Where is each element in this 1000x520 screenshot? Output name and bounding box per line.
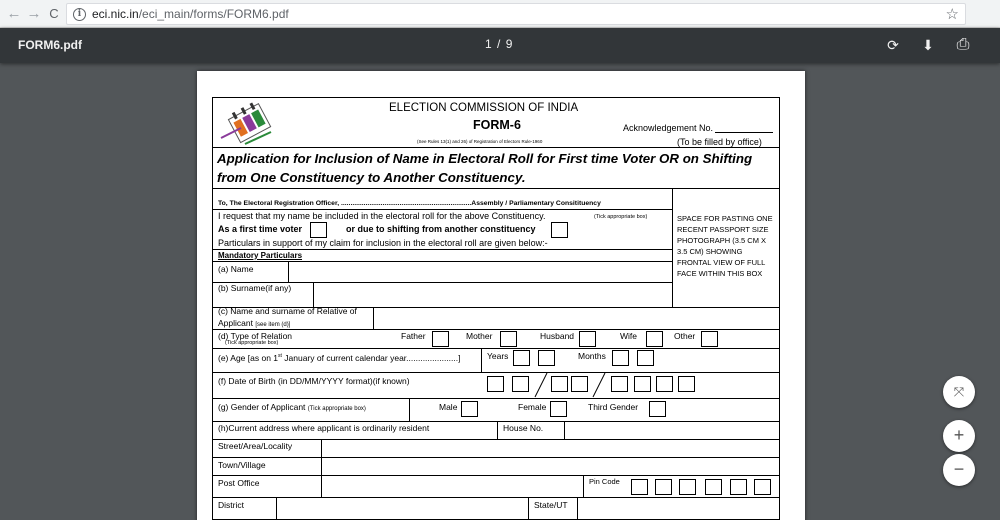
other-checkbox[interactable]: [701, 331, 718, 347]
address-label: (h)Current address where applicant is ordinarily resident: [218, 423, 430, 433]
dob-year-2[interactable]: [634, 376, 651, 392]
first-time-voter-checkbox[interactable]: [310, 222, 327, 238]
url-input[interactable]: [66, 3, 966, 25]
back-arrow-icon[interactable]: ←: [6, 5, 22, 22]
gender-label: [218, 402, 366, 414]
years-digit-2[interactable]: [538, 350, 555, 366]
surname-label: (b) Surname(if any): [218, 283, 292, 293]
to-ero-line: To, The Electoral Registration Officer, .....................................................................Assembly / Parliamentary Consitituency: [218, 200, 601, 207]
rules-ref: (See Rules 13(1) and 26) of Registration of Electors Rule-1960: [417, 139, 543, 144]
see-item-note: [see item (d)]: [255, 322, 291, 328]
pin-digit-2[interactable]: [655, 479, 672, 495]
form-title-line-1: Application for Inclusion of Name in Electoral Roll for First time Voter OR on Shifting: [217, 151, 753, 166]
name-field[interactable]: [289, 262, 672, 281]
relative-applicant-text: Applicant: [218, 318, 253, 328]
dob-separator-1: [534, 372, 548, 398]
zoom-in-icon[interactable]: +: [943, 420, 975, 452]
acknowledgement-label: Acknowledgement No.: [623, 123, 714, 133]
dob-month-2[interactable]: [571, 376, 588, 392]
mother-label: Mother: [466, 331, 493, 341]
photo-text-4: 3.5 CM) SHOWING: [677, 247, 743, 256]
forward-arrow-icon[interactable]: →: [26, 5, 42, 22]
first-time-voter-label: As a first time voter: [218, 224, 303, 234]
third-gender-label: Third Gender: [588, 402, 639, 412]
url-text: [92, 7, 289, 21]
post-office-label: Post Office: [218, 478, 260, 488]
pdf-toolbar: [0, 28, 1000, 63]
org-name: ELECTION COMMISSION OF INDIA: [389, 102, 579, 114]
photo-text-5: FRONTAL VIEW OF FULL: [677, 258, 766, 267]
years-digit-1[interactable]: [513, 350, 530, 366]
father-checkbox[interactable]: [432, 331, 449, 347]
current-page[interactable]: 1: [485, 37, 493, 51]
wife-label: Wife: [620, 331, 637, 341]
dob-day-2[interactable]: [512, 376, 529, 392]
relative-bottom-line: [213, 329, 779, 330]
district-label: District: [218, 500, 244, 510]
page-indicator: [485, 37, 513, 51]
age-field-divider: [481, 348, 482, 372]
header-divider: [213, 147, 779, 148]
bookmark-star-icon[interactable]: ☆: [945, 6, 959, 23]
town-label: Town/Village: [218, 460, 266, 470]
pin-digit-5[interactable]: [730, 479, 747, 495]
male-label: Male: [439, 402, 458, 412]
street-label: Street/Area/Locality: [218, 441, 293, 451]
pin-digit-6[interactable]: [754, 479, 771, 495]
name-label: (a) Name: [218, 264, 254, 274]
fit-to-page-icon[interactable]: ⤧: [943, 376, 975, 408]
relation-bottom-line: [213, 348, 779, 349]
male-checkbox[interactable]: [461, 401, 478, 417]
pin-digit-4[interactable]: [705, 479, 722, 495]
relation-tick-note: (Tick appropriate box): [225, 340, 279, 346]
request-text: I request that my name be included in the electoral roll for the above Constituency.: [218, 211, 546, 221]
form-title-line-2: from One Constituency to Another Constituency.: [217, 170, 526, 185]
photo-text-1: SPACE FOR PASTING ONE: [677, 214, 773, 223]
months-digit-2[interactable]: [637, 350, 654, 366]
photo-column-divider: [672, 188, 673, 308]
state-divider: [528, 497, 529, 519]
post-office-field[interactable]: [322, 476, 582, 497]
female-checkbox[interactable]: [550, 401, 567, 417]
photo-text-2: RECENT PASSPORT SIZE: [677, 225, 769, 234]
eci-logo-icon: [219, 102, 281, 146]
shifting-label: or due to shifting from another constituency: [346, 224, 536, 234]
mother-checkbox[interactable]: [500, 331, 517, 347]
age-superscript: st: [278, 353, 282, 359]
reload-icon[interactable]: C: [49, 6, 59, 21]
url-host: eci.nic.in: [92, 7, 139, 21]
town-field[interactable]: [322, 458, 779, 475]
months-label: Months: [578, 351, 606, 361]
dob-month-1[interactable]: [551, 376, 568, 392]
dob-label: (f) Date of Birth (in DD/MM/YYYY format)(if known): [218, 376, 410, 386]
age-label: [218, 351, 461, 363]
relative-name-field[interactable]: [374, 308, 779, 328]
address-divider-1: [497, 421, 498, 439]
gender-tick-note: (Tick appropriate box): [307, 406, 366, 412]
dob-day-1[interactable]: [487, 376, 504, 392]
total-pages: 9: [505, 37, 514, 51]
particulars-divider: [213, 249, 672, 250]
house-no-label: House No.: [503, 423, 544, 433]
third-gender-checkbox[interactable]: [649, 401, 666, 417]
form-6: [212, 97, 780, 520]
house-no-field[interactable]: [565, 422, 779, 438]
info-icon[interactable]: i: [73, 8, 86, 21]
rotate-icon[interactable]: ⟳: [887, 37, 899, 53]
months-digit-1[interactable]: [612, 350, 629, 366]
relative-name-label: (c) Name and surname of Relative of: [218, 306, 357, 316]
zoom-out-icon[interactable]: −: [943, 454, 975, 486]
photo-text-3: PHOTOGRAPH (3.5 CM X: [677, 236, 767, 245]
pdf-file-name: FORM6.pdf: [18, 38, 82, 52]
father-label: Father: [401, 331, 426, 341]
state-field[interactable]: [578, 498, 779, 518]
dob-year-1[interactable]: [611, 376, 628, 392]
acknowledgement-line: [715, 132, 773, 133]
shifting-checkbox[interactable]: [551, 222, 568, 238]
gender-label-text: (g) Gender of Applicant: [218, 402, 306, 412]
browser-address-bar: [0, 0, 1000, 28]
print-icon[interactable]: ⎙: [956, 36, 970, 53]
particulars-text: Particulars in support of my claim for inclusion in the electoral roll are given below:-: [218, 238, 548, 248]
pin-divider: [583, 475, 584, 497]
download-icon[interactable]: ⬇: [922, 37, 934, 53]
years-label: Years: [487, 351, 509, 361]
state-label: State/UT: [534, 500, 568, 510]
district-field[interactable]: [277, 498, 527, 518]
pin-digit-1[interactable]: [631, 479, 648, 495]
other-label: Other: [674, 331, 696, 341]
dob-year-4[interactable]: [678, 376, 695, 392]
surname-field[interactable]: [314, 283, 672, 307]
url-path: /eci_main/forms/FORM6.pdf: [138, 7, 289, 21]
dob-year-3[interactable]: [656, 376, 673, 392]
to-divider: [213, 209, 672, 210]
relation-type-label: (d) Type of Relation: [218, 331, 293, 341]
office-note: (To be filled by office): [677, 137, 762, 147]
pdf-page: [197, 71, 805, 520]
dob-separator-2: [592, 372, 606, 398]
age-label-text: (e) Age [as on 1: [218, 352, 279, 363]
gender-field-divider: [409, 398, 410, 421]
form-number: FORM-6: [473, 118, 521, 132]
request-tick-note: (Tick appropriate box): [594, 214, 648, 220]
mandatory-particulars-heading: Mandatory Particulars: [218, 251, 303, 260]
street-field[interactable]: [322, 440, 779, 457]
pin-digit-3[interactable]: [679, 479, 696, 495]
page-separator: /: [497, 37, 502, 51]
husband-label: Husband: [540, 331, 575, 341]
photo-text-6: FACE WITHIN THIS BOX: [677, 269, 763, 278]
husband-checkbox[interactable]: [579, 331, 596, 347]
title-divider: [213, 188, 779, 189]
age-bottom-line: [213, 372, 779, 373]
female-label: Female: [518, 402, 547, 412]
wife-checkbox[interactable]: [646, 331, 663, 347]
dob-bottom-line: [213, 398, 779, 399]
pin-code-label: Pin Code: [589, 477, 620, 486]
age-label-suffix: January of current calendar year......................]: [281, 352, 461, 363]
